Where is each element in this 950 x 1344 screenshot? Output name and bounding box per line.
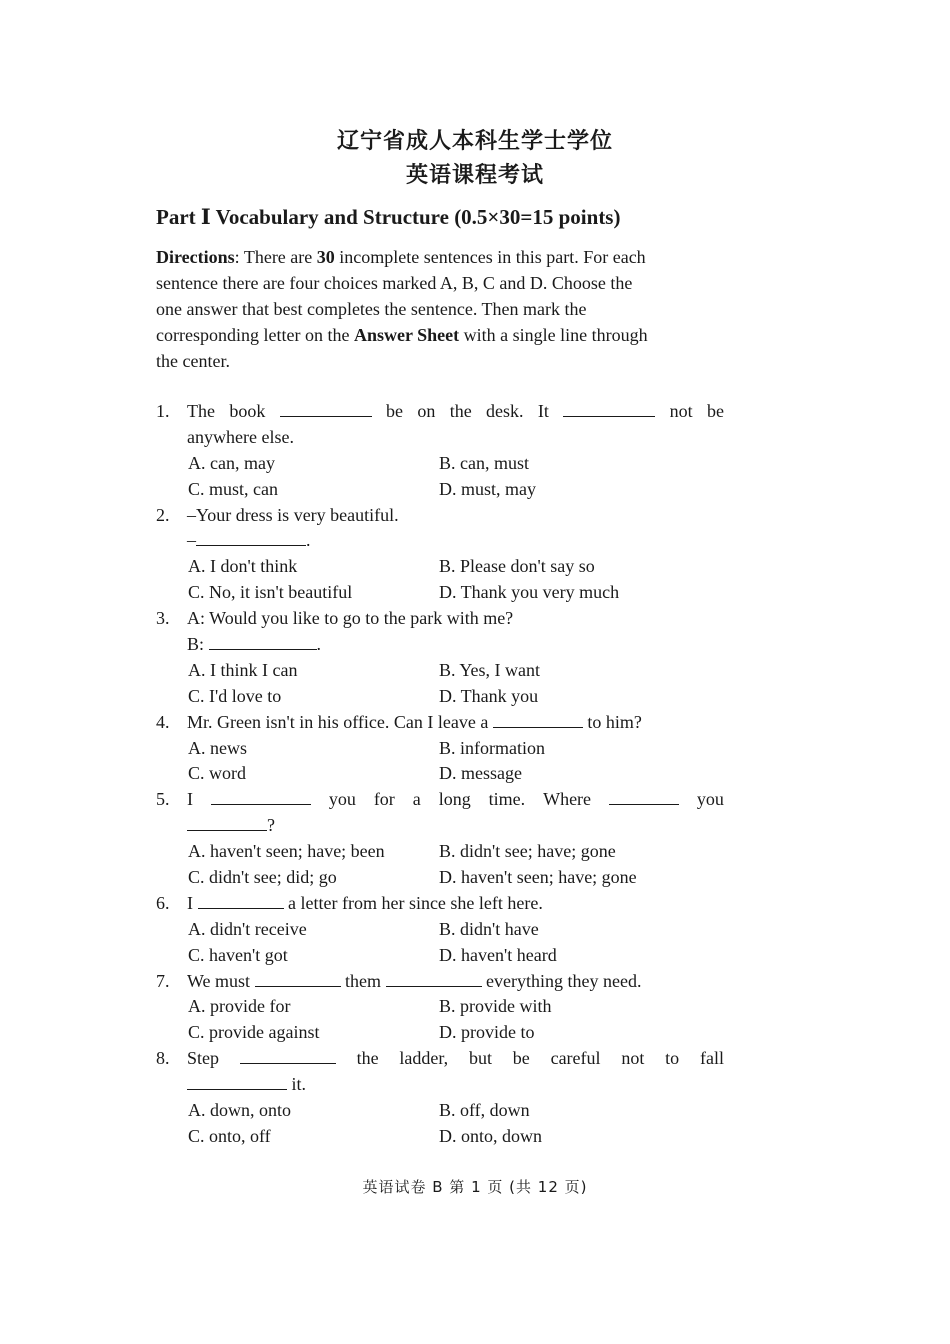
option-d: D. haven't seen; have; gone xyxy=(439,867,637,888)
option-c: C. I'd love to xyxy=(188,685,282,706)
exam-title-line2: 英语课程考试 xyxy=(405,163,544,188)
answer-blank xyxy=(187,812,267,831)
option-a: A. down, onto xyxy=(188,1100,291,1121)
option-c: C. onto, off xyxy=(188,1125,271,1146)
answer-blank xyxy=(280,398,372,417)
question-2-options xyxy=(156,553,724,579)
answer-blank xyxy=(609,786,679,805)
question-4-options xyxy=(156,735,724,761)
question-list: 1. The book be on the desk. It not be anywhere else. A. can, may B. can, must C. must, can D. must, may 2. –Your dress is very beautiful. – . A. I don't think B. Please don't say so C. No, it isn't beautiful D. Thank you very much 3. A: Would you like to go to the park with me? B: . A. I think I can B. Yes, I want C. I'd love to D. Thank you 4. Mr. Green isn't in his office. Can I leave a to him? A. news B. information C. word D. message 5. I you for a long time. Where you ? A. haven't seen; have; been B. didn't see; have; gone C. didn't see; did; go D. haven't seen; have; gone 6. I a letter from her since she left here. A. didn't receive B. didn't have C. haven't got D. haven't heard 7. We must them everything they need. A. provide for B. provide with C. provide against D. provide to 8. Step the ladder, but be careful not to fall it. A. down, onto B. off, down C. onto, off D. onto, down xyxy=(156,398,724,1149)
directions-line: sentence there are four choices marked A, B, C and D. Choose the xyxy=(156,273,633,293)
question-number: 1. xyxy=(156,401,170,421)
question-number: 4. xyxy=(156,711,170,732)
question-number: 2. xyxy=(156,504,170,525)
directions-line: Directions: There are 30 incomplete sentences in this part. For each xyxy=(156,247,646,267)
option-b: B. can, must xyxy=(439,452,529,473)
question-6-stem: 6. I a letter from her since she left here. xyxy=(156,890,724,916)
option-a: A. can, may xyxy=(188,452,275,473)
answer-blank xyxy=(563,398,655,417)
option-d: D. Thank you very much xyxy=(439,582,620,603)
option-c: C. No, it isn't beautiful xyxy=(188,582,353,603)
question-8-options xyxy=(156,1097,724,1123)
option-b: B. Yes, I want xyxy=(439,659,541,680)
answer-blank xyxy=(240,1045,336,1064)
option-c: C. provide against xyxy=(188,1022,320,1043)
question-number: 5. xyxy=(156,789,170,810)
question-8-stem: 8. Step the ladder, but be careful not to fall xyxy=(156,1045,724,1071)
question-5-stem: 5. I you for a long time. Where you xyxy=(156,786,724,812)
question-1-options xyxy=(156,450,724,476)
answer-blank xyxy=(211,786,311,805)
question-number: 7. xyxy=(156,970,170,991)
question-number: 3. xyxy=(156,608,170,629)
question-5-options xyxy=(156,838,724,864)
question-7-options xyxy=(156,993,724,1019)
directions-line: one answer that best completes the sentence. Then mark the xyxy=(156,299,587,319)
question-number: 8. xyxy=(156,1048,170,1069)
question-3-options xyxy=(156,657,724,683)
option-c: C. must, can xyxy=(188,478,278,499)
question-7-stem: 7. We must them everything they need. xyxy=(156,968,724,994)
option-a: A. news xyxy=(188,737,247,758)
option-b: B. Please don't say so xyxy=(439,556,595,577)
option-d: D. provide to xyxy=(439,1022,535,1043)
answer-blank xyxy=(493,709,583,728)
page-footer: 英语试卷 B 第 1 页 (共 12 页) xyxy=(362,1178,588,1196)
answer-blank xyxy=(386,968,482,987)
answer-blank xyxy=(255,968,341,987)
option-d: D. Thank you xyxy=(439,685,539,706)
option-d: D. message xyxy=(439,763,522,784)
option-d: D. onto, down xyxy=(439,1125,542,1146)
option-d: D. haven't heard xyxy=(439,944,557,965)
directions-label: Directions xyxy=(156,247,235,267)
directions-line: corresponding letter on the Answer Sheet with a single line through xyxy=(156,325,648,345)
question-6-options xyxy=(156,916,724,942)
answer-blank xyxy=(198,890,284,909)
option-c: C. haven't got xyxy=(188,944,288,965)
exam-title-line1: 辽宁省成人本科生学士学位 xyxy=(336,129,613,154)
option-a: A. provide for xyxy=(188,996,291,1017)
option-a: A. haven't seen; have; been xyxy=(188,841,385,862)
question-1-stem: 1. The book be on the desk. It not be xyxy=(156,398,724,424)
answer-blank xyxy=(209,631,317,650)
question-number: 6. xyxy=(156,892,170,913)
option-a: A. I don't think xyxy=(188,556,298,577)
option-b: B. off, down xyxy=(439,1100,530,1121)
part-heading: Part Ⅰ Vocabulary and Structure (0.5×30=15 points) xyxy=(156,205,621,229)
option-b: B. information xyxy=(439,737,545,758)
question-3-stem: 3. A: Would you like to go to the park with me? xyxy=(156,605,724,631)
option-c: C. word xyxy=(188,763,246,784)
answer-blank xyxy=(196,527,306,546)
option-c: C. didn't see; did; go xyxy=(188,867,337,888)
answer-blank xyxy=(187,1071,287,1090)
question-4-stem: 4. Mr. Green isn't in his office. Can I leave a to him? xyxy=(156,709,724,735)
question-2-stem: 2. –Your dress is very beautiful. xyxy=(156,502,724,528)
option-d: D. must, may xyxy=(439,478,536,499)
directions-paragraph xyxy=(156,244,722,374)
option-a: A. I think I can xyxy=(188,659,298,680)
option-b: B. didn't see; have; gone xyxy=(439,841,616,862)
directions-line: the center. xyxy=(156,351,230,371)
option-a: A. didn't receive xyxy=(188,918,307,939)
option-b: B. provide with xyxy=(439,996,552,1017)
option-b: B. didn't have xyxy=(439,918,539,939)
